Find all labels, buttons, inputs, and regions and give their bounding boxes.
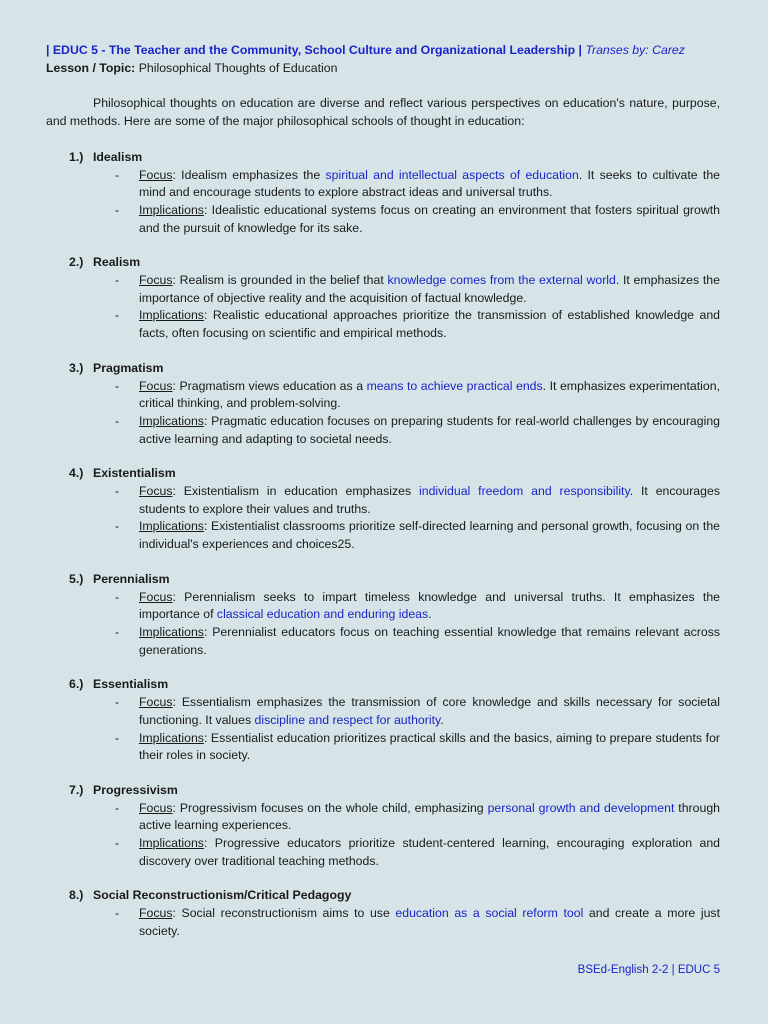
section-number: 3.): [69, 360, 84, 375]
item-text: : Pragmatic education focuses on preparing students for real-world challenges by encouraging active learning and adapting to societal needs.: [139, 413, 720, 446]
dash-bullet: -: [115, 836, 120, 851]
philosophy-section: [46, 571, 720, 660]
highlighted-phrase: personal growth and development: [487, 800, 675, 815]
item-label: Focus: [139, 800, 173, 815]
document-page: [46, 42, 720, 941]
philosophy-section: [46, 782, 720, 871]
item-text-end: and create a more just society.: [139, 906, 720, 938]
bullet-text: [139, 835, 720, 870]
dash-bullet: -: [115, 308, 120, 323]
bullet-text: [139, 518, 720, 553]
item-text: : Existentialism in education emphasizes: [172, 484, 419, 499]
item-text: : Realism is grounded in the belief that: [172, 273, 388, 288]
section-number: 6.): [69, 677, 84, 692]
highlighted-phrase: education as a social reform tool: [395, 906, 584, 921]
bullet-text: [139, 730, 720, 765]
item-text: : Pragmatism views education as a: [172, 378, 367, 393]
bullet-item: [115, 694, 720, 729]
item-label: Implications: [139, 519, 204, 534]
bullet-text: [139, 202, 720, 237]
item-label: Focus: [139, 589, 173, 604]
item-label: Implications: [139, 730, 204, 745]
dash-bullet: -: [115, 413, 120, 428]
bullet-text: [139, 413, 720, 448]
highlighted-phrase: classical education and enduring ideas: [216, 607, 429, 622]
section-title: Progressivism: [93, 782, 178, 797]
bullet-text: [139, 307, 720, 342]
item-text-end: . It seeks to cultivate the mind and encourage students to explore abstract ideas and universal truths.: [139, 167, 720, 200]
dash-bullet: -: [115, 167, 120, 182]
item-text-end: . It encourages students to explore their values and truths.: [139, 484, 720, 516]
section-title: Idealism: [93, 149, 143, 164]
item-label: Implications: [139, 202, 204, 217]
section-number: 5.): [69, 571, 84, 586]
dash-bullet: -: [115, 484, 120, 499]
dash-bullet: -: [115, 695, 120, 710]
bullet-item: [115, 307, 720, 342]
bullet-item: [115, 800, 720, 835]
item-text: : Essentialist education prioritizes practical skills and the basics, aiming to prepare students for their roles in society.: [139, 730, 720, 763]
item-text: : Idealism emphasizes the: [172, 167, 326, 182]
bullet-text: [139, 378, 720, 413]
bullet-item: [115, 483, 720, 518]
intro-paragraph: Philosophical thoughts on education are diverse and reflect various perspectives on education's nature, purpose, and methods. Here are some of the major philosophical schools of thought in education:: [46, 96, 720, 129]
highlighted-phrase: knowledge comes from the external world: [387, 273, 616, 288]
bullet-item: [115, 272, 720, 307]
bullet-text: [139, 800, 720, 835]
highlighted-phrase: spiritual and intellectual aspects of education: [325, 167, 579, 182]
section-heading: [46, 254, 720, 272]
bullet-item: [115, 413, 720, 448]
section-heading: [46, 360, 720, 378]
section-number: 1.): [69, 149, 84, 164]
item-text: : Perennialism seeks to impart timeless knowledge and universal truths. It emphasizes the importance of: [139, 589, 720, 622]
bullet-item: [115, 624, 720, 659]
section-title: Perennialism: [93, 571, 170, 586]
section-heading: [46, 676, 720, 694]
item-label: Focus: [139, 695, 173, 710]
course-header: [46, 42, 720, 60]
section-title: Social Reconstructionism/Critical Pedagogy: [93, 888, 352, 903]
item-label: Focus: [139, 906, 173, 921]
bullet-item: [115, 378, 720, 413]
dash-bullet: -: [115, 624, 120, 639]
philosophy-section: [46, 465, 720, 554]
bullet-item: [115, 167, 720, 202]
item-text: : Essentialism emphasizes the transmission of core knowledge and skills necessary for societal functioning. It values: [139, 695, 720, 727]
section-number: 2.): [69, 255, 84, 270]
section-heading: [46, 465, 720, 483]
topic-value: Philosophical Thoughts of Education: [138, 60, 338, 75]
highlighted-phrase: means to achieve practical ends: [366, 378, 543, 393]
bullet-item: [115, 518, 720, 553]
section-title: Essentialism: [93, 677, 169, 692]
item-text: : Perennialist educators focus on teaching essential knowledge that remains relevant across generations.: [139, 624, 720, 657]
course-title: | EDUC 5 - The Teacher and the Community, School Culture and Organizational Leadership |: [46, 43, 582, 57]
section-heading: [46, 887, 720, 905]
dash-bullet: -: [115, 519, 120, 534]
item-label: Implications: [139, 624, 204, 639]
item-text: : Progressivism focuses on the whole child, emphasizing: [172, 800, 488, 815]
item-text: : Progressive educators prioritize student-centered learning, encouraging exploration and discovery over traditional teaching methods.: [139, 836, 720, 868]
bullet-text: [139, 272, 720, 307]
translator-credit: Transes by: Carez: [585, 43, 685, 57]
bullet-item: [115, 835, 720, 870]
bullet-item: [115, 730, 720, 765]
item-text: : Idealistic educational systems focus on creating an environment that fosters spiritual growth and the pursuit of knowledge for its sake.: [139, 202, 720, 235]
bullet-item: [115, 905, 720, 940]
highlighted-phrase: individual freedom and responsibility: [419, 484, 630, 499]
section-heading: [46, 149, 720, 167]
bullet-text: [139, 167, 720, 202]
section-title: Realism: [93, 255, 141, 270]
item-label: Focus: [139, 484, 173, 499]
section-number: 4.): [69, 466, 84, 481]
dash-bullet: -: [115, 273, 120, 288]
bullet-item: [115, 202, 720, 237]
section-title: Pragmatism: [93, 360, 164, 375]
philosophy-section: [46, 676, 720, 765]
dash-bullet: -: [115, 800, 120, 815]
lesson-topic: [46, 60, 720, 78]
dash-bullet: -: [115, 378, 120, 393]
dash-bullet: -: [115, 589, 120, 604]
item-text: : Social reconstructionism aims to use: [172, 906, 396, 921]
item-text-end: . It emphasizes experimentation, critical thinking, and problem-solving.: [139, 378, 720, 411]
section-heading: [46, 571, 720, 589]
bullet-text: [139, 905, 720, 940]
philosophy-section: [46, 149, 720, 238]
item-text-end: .: [428, 607, 432, 622]
section-title: Existentialism: [93, 466, 176, 481]
section-heading: [46, 782, 720, 800]
item-label: Focus: [139, 273, 173, 288]
dash-bullet: -: [115, 202, 120, 217]
section-number: 8.): [69, 888, 84, 903]
item-label: Implications: [139, 836, 204, 851]
philosophy-section: [46, 254, 720, 343]
item-text-end: . It emphasizes the importance of objective reality and the acquisition of factual knowledge.: [139, 273, 720, 305]
section-number: 7.): [69, 782, 84, 797]
item-text-end: through active learning experiences.: [139, 800, 721, 833]
item-label: Implications: [139, 413, 204, 428]
philosophy-section: [46, 360, 720, 449]
item-text: : Existentialist classrooms prioritize self-directed learning and personal growth, focusing on the individual's experiences and choices25.: [139, 519, 720, 552]
topic-label: Lesson / Topic:: [46, 60, 136, 75]
item-label: Implications: [139, 308, 204, 323]
philosophy-list: [46, 149, 720, 941]
item-label: Focus: [139, 378, 173, 393]
highlighted-phrase: discipline and respect for authority: [254, 712, 441, 727]
item-text: : Realistic educational approaches prioritize the transmission of established knowledge and facts, often focusing on scientific and empirical methods.: [139, 308, 720, 341]
dash-bullet: -: [115, 906, 120, 921]
philosophy-section: [46, 887, 720, 940]
item-label: Focus: [139, 167, 173, 182]
bullet-text: [139, 589, 720, 624]
bullet-text: [139, 694, 720, 729]
bullet-item: [115, 589, 720, 624]
item-text-end: .: [440, 712, 444, 727]
page-footer: BSEd-English 2-2 | EDUC 5: [577, 964, 720, 976]
bullet-text: [139, 624, 720, 659]
dash-bullet: -: [115, 730, 120, 745]
bullet-text: [139, 483, 720, 518]
